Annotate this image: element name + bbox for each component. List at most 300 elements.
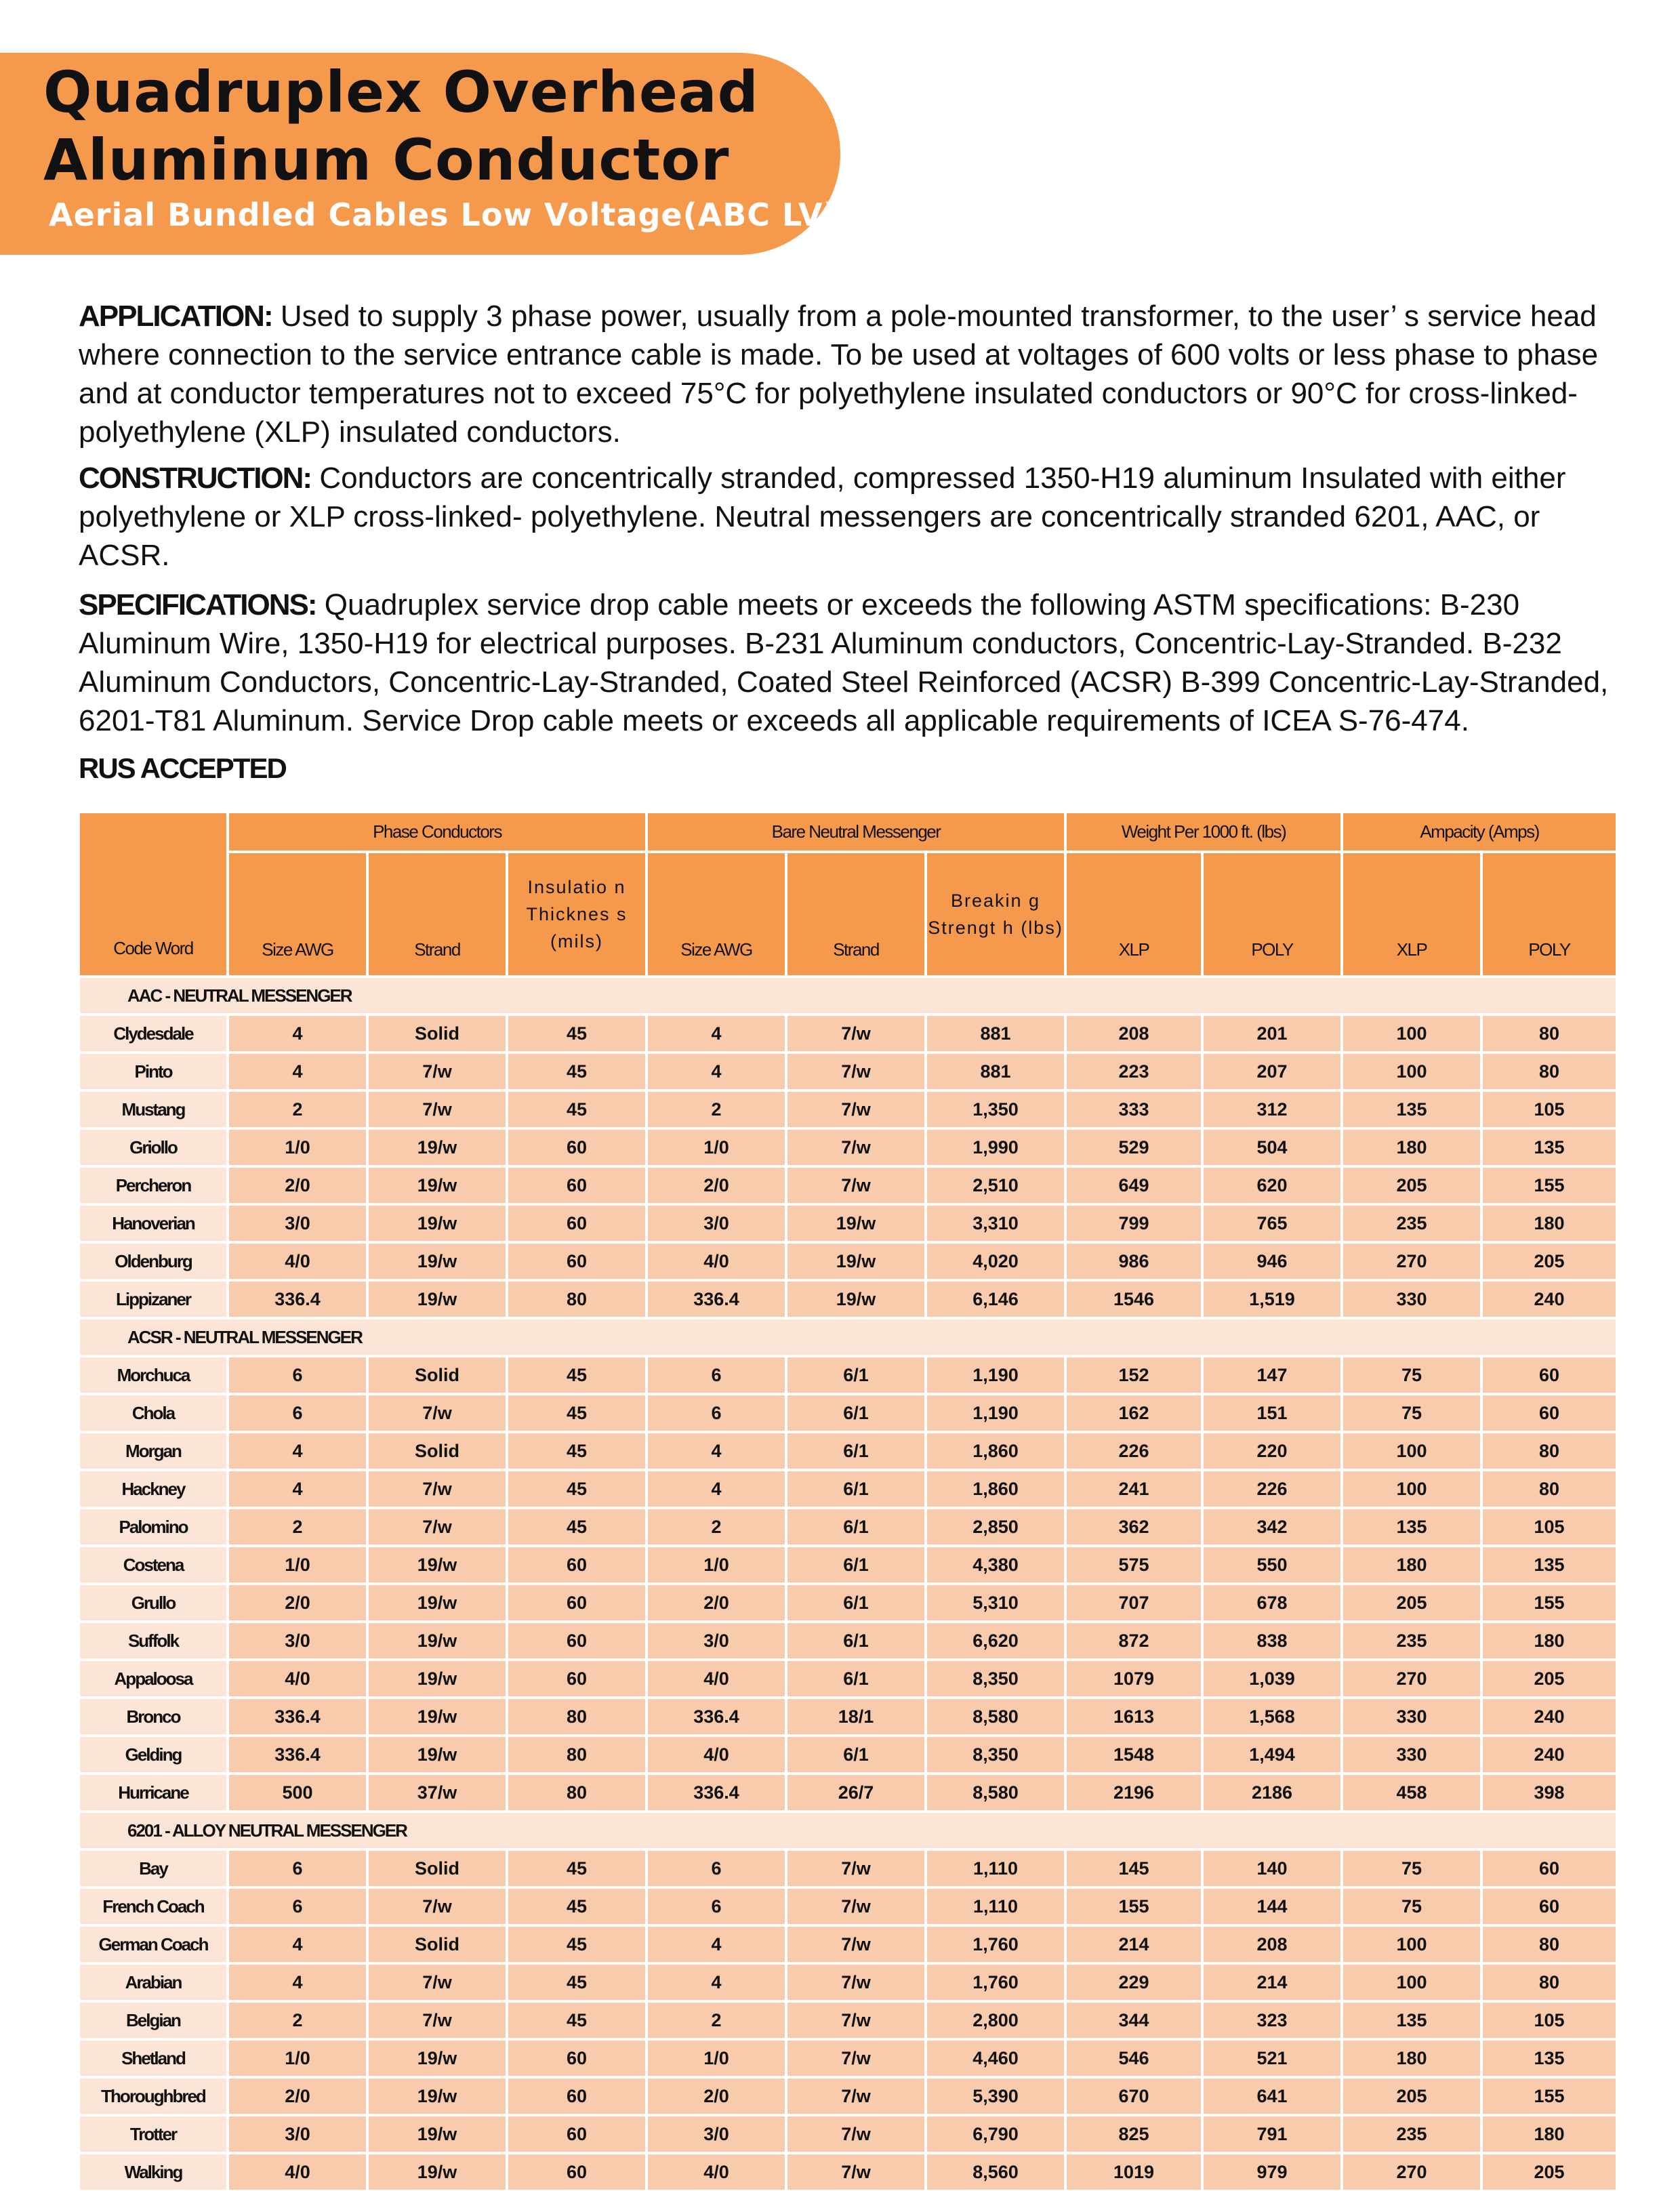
table-cell: 6 <box>228 1356 367 1394</box>
table-row <box>79 1849 1617 1887</box>
section-row <box>79 1811 1617 1849</box>
table-row <box>79 1015 1617 1052</box>
table-row <box>79 2153 1617 2191</box>
table-cell: 620 <box>1202 1166 1342 1204</box>
table-cell: 60 <box>507 2153 647 2191</box>
table-cell: 3,310 <box>926 1204 1065 1242</box>
table-cell: 1,190 <box>926 1356 1065 1394</box>
table-cell: 7/w <box>786 1849 926 1887</box>
table-cell: 7/w <box>367 1394 507 1432</box>
table-cell: 19/w <box>786 1280 926 1318</box>
table-cell: 208 <box>1202 1925 1342 1963</box>
table-cell: 2186 <box>1202 1774 1342 1811</box>
table-row <box>79 1963 1617 2001</box>
table-cell: 19/w <box>367 1660 507 1698</box>
page-subtitle: Aerial Bundled Cables Low Voltage(ABC LV) <box>49 197 838 233</box>
code-word-cell: Bronco <box>79 1698 228 1736</box>
table-cell: 205 <box>1342 2077 1481 2115</box>
table-cell: 60 <box>507 2115 647 2153</box>
table-cell: 6 <box>228 1394 367 1432</box>
table-cell: 2/0 <box>228 1166 367 1204</box>
table-cell: 75 <box>1342 1887 1481 1925</box>
table-cell: 765 <box>1202 1204 1342 1242</box>
code-word-cell: Clydesdale <box>79 1015 228 1052</box>
table-cell: 60 <box>507 1660 647 1698</box>
table-cell: 6 <box>228 1849 367 1887</box>
table-cell: 19/w <box>367 1204 507 1242</box>
table-cell: 881 <box>926 1052 1065 1090</box>
table-cell: 1,494 <box>1202 1736 1342 1774</box>
table-cell: 1,760 <box>926 1925 1065 1963</box>
table-cell: 6/1 <box>786 1470 926 1508</box>
code-word-cell: Costena <box>79 1546 228 1584</box>
table-cell: 4 <box>647 1925 786 1963</box>
code-word-cell: Oldenburg <box>79 1242 228 1280</box>
table-cell: 336.4 <box>228 1280 367 1318</box>
table-cell: 2196 <box>1065 1774 1202 1811</box>
table-cell: 270 <box>1342 1660 1481 1698</box>
table-cell: 649 <box>1065 1166 1202 1204</box>
code-word-cell: Walking <box>79 2153 228 2191</box>
table-cell: 3/0 <box>647 2115 786 2153</box>
table-cell: 7/w <box>367 1090 507 1128</box>
table-cell: 75 <box>1342 1394 1481 1432</box>
table-cell: 60 <box>1481 1356 1617 1394</box>
table-cell: 398 <box>1481 1774 1617 1811</box>
code-word-cell: Thoroughbred <box>79 2077 228 2115</box>
table-cell: 362 <box>1065 1508 1202 1546</box>
table-cell: 19/w <box>367 1242 507 1280</box>
code-word-cell: German Coach <box>79 1925 228 1963</box>
table-cell: 60 <box>507 1546 647 1584</box>
table-cell: 2 <box>228 1090 367 1128</box>
table-cell: 60 <box>507 2077 647 2115</box>
table-cell: 60 <box>1481 1849 1617 1887</box>
code-word-cell: French Coach <box>79 1887 228 1925</box>
table-cell: 504 <box>1202 1128 1342 1166</box>
table-cell: 235 <box>1342 2115 1481 2153</box>
table-row <box>79 1356 1617 1394</box>
table-cell: 220 <box>1202 1432 1342 1470</box>
table-cell: 6,790 <box>926 2115 1065 2153</box>
table-cell: 7/w <box>786 2115 926 2153</box>
table-cell: 45 <box>507 1052 647 1090</box>
construction-text: Conductors are concentrically stranded, compressed 1350-H19 aluminum Insulated with either polyethylene or XLP cross-linked- polyethylene. Neutral messengers are concentrically stranded 6201, AAC, or ACSR. <box>79 462 1566 572</box>
table-cell: 60 <box>1481 1394 1617 1432</box>
table-cell: 1/0 <box>228 2039 367 2077</box>
table-cell: 641 <box>1202 2077 1342 2115</box>
table-cell: 45 <box>507 1849 647 1887</box>
table-cell: 207 <box>1202 1052 1342 1090</box>
table-cell: 6 <box>228 1887 367 1925</box>
table-cell: 1,039 <box>1202 1660 1342 1698</box>
table-cell: 6/1 <box>786 1546 926 1584</box>
table-cell: 6/1 <box>786 1584 926 1622</box>
table-row <box>79 1698 1617 1736</box>
table-cell: 336.4 <box>647 1774 786 1811</box>
table-cell: 4 <box>647 1470 786 1508</box>
table-row <box>79 1736 1617 1774</box>
table-cell: 6 <box>647 1394 786 1432</box>
table-cell: 151 <box>1202 1394 1342 1432</box>
code-word-cell: Morgan <box>79 1432 228 1470</box>
group-neutral-messenger: Bare Neutral Messenger <box>647 812 1065 852</box>
table-cell: 4 <box>228 1052 367 1090</box>
table-cell: 4/0 <box>647 2153 786 2191</box>
table-cell: 60 <box>507 2039 647 2077</box>
table-cell: 7/w <box>786 2001 926 2039</box>
table-cell: 80 <box>1481 1470 1617 1508</box>
table-cell: 140 <box>1202 1849 1342 1887</box>
table-cell: 60 <box>507 1204 647 1242</box>
table-cell: 7/w <box>367 1963 507 2001</box>
table-cell: 45 <box>507 1015 647 1052</box>
table-cell: 986 <box>1065 1242 1202 1280</box>
table-cell: 6/1 <box>786 1508 926 1546</box>
table-cell: 45 <box>507 1963 647 2001</box>
page-title <box>43 58 759 194</box>
table-cell: 3/0 <box>647 1622 786 1660</box>
table-cell: 100 <box>1342 1432 1481 1470</box>
table-cell: 8,580 <box>926 1774 1065 1811</box>
table-cell: 4/0 <box>228 1660 367 1698</box>
construction-label: CONSTRUCTION: <box>79 462 312 495</box>
table-cell: 8,580 <box>926 1698 1065 1736</box>
table-cell: 60 <box>507 1622 647 1660</box>
table-cell: 791 <box>1202 2115 1342 2153</box>
table-cell: 6/1 <box>786 1736 926 1774</box>
table-cell: 155 <box>1481 2077 1617 2115</box>
table-cell: 7/w <box>367 1508 507 1546</box>
table-cell: 330 <box>1342 1698 1481 1736</box>
table-cell: 1,568 <box>1202 1698 1342 1736</box>
table-cell: 333 <box>1065 1090 1202 1128</box>
table-cell: 979 <box>1202 2153 1342 2191</box>
table-cell: 80 <box>1481 1432 1617 1470</box>
table-cell: 2 <box>647 1090 786 1128</box>
table-cell: 100 <box>1342 1925 1481 1963</box>
table-cell: 323 <box>1202 2001 1342 2039</box>
table-cell: 226 <box>1065 1432 1202 1470</box>
group-weight: Weight Per 1000 ft. (lbs) <box>1065 812 1342 852</box>
table-cell: 2,510 <box>926 1166 1065 1204</box>
table-cell: 19/w <box>367 1546 507 1584</box>
table-cell: 60 <box>507 1242 647 1280</box>
table-cell: 330 <box>1342 1736 1481 1774</box>
col-insulation-thickness: Insulatio n Thicknes s (mils) <box>507 852 647 977</box>
table-cell: 240 <box>1481 1736 1617 1774</box>
table-cell: 1,860 <box>926 1470 1065 1508</box>
table-cell: 135 <box>1342 1090 1481 1128</box>
table-cell: 6,146 <box>926 1280 1065 1318</box>
table-cell: 75 <box>1342 1849 1481 1887</box>
table-cell: 45 <box>507 1090 647 1128</box>
code-word-cell: Morchuca <box>79 1356 228 1394</box>
code-word-cell: Bay <box>79 1849 228 1887</box>
table-cell: 60 <box>507 1584 647 1622</box>
table-cell: 872 <box>1065 1622 1202 1660</box>
table-cell: 7/w <box>786 1128 926 1166</box>
table-cell: 336.4 <box>228 1736 367 1774</box>
table-cell: 2/0 <box>647 2077 786 2115</box>
title-line-2: Aluminum Conductor <box>43 127 730 193</box>
table-cell: 529 <box>1065 1128 1202 1166</box>
table-cell: 4,460 <box>926 2039 1065 2077</box>
table-row <box>79 1052 1617 1090</box>
table-cell: 838 <box>1202 1622 1342 1660</box>
table-cell: 2/0 <box>647 1166 786 1204</box>
table-cell: 4,380 <box>926 1546 1065 1584</box>
table-row <box>79 1660 1617 1698</box>
table-cell: 135 <box>1481 2039 1617 2077</box>
table-cell: 1/0 <box>647 1128 786 1166</box>
table-cell: 270 <box>1342 1242 1481 1280</box>
table-cell: 2/0 <box>647 1584 786 1622</box>
table-cell: 825 <box>1065 2115 1202 2153</box>
rus-accepted: RUS ACCEPTED <box>79 752 286 784</box>
table-cell: 4/0 <box>647 1660 786 1698</box>
table-cell: 7/w <box>786 1015 926 1052</box>
table-cell: 4/0 <box>228 2153 367 2191</box>
table-cell: 3/0 <box>228 1204 367 1242</box>
table-cell: 5,310 <box>926 1584 1065 1622</box>
table-cell: 6/1 <box>786 1356 926 1394</box>
code-word-cell: Arabian <box>79 1963 228 2001</box>
table-cell: 19/w <box>367 2077 507 2115</box>
table-cell: 100 <box>1342 1963 1481 2001</box>
table-cell: 4 <box>647 1052 786 1090</box>
col-breaking-strength: Breakin g Strengt h (lbs) <box>926 852 1065 977</box>
table-cell: 7/w <box>786 1090 926 1128</box>
table-cell: 45 <box>507 1887 647 1925</box>
table-cell: 2,850 <box>926 1508 1065 1546</box>
code-word-cell: Trotter <box>79 2115 228 2153</box>
table-cell: 235 <box>1342 1622 1481 1660</box>
section-title: AAC - NEUTRAL MESSENGER <box>79 977 1617 1015</box>
table-cell: 458 <box>1342 1774 1481 1811</box>
table-cell: 223 <box>1065 1052 1202 1090</box>
table-cell: Solid <box>367 1925 507 1963</box>
code-word-cell: Chola <box>79 1394 228 1432</box>
table-cell: 6/1 <box>786 1432 926 1470</box>
table-cell: 1/0 <box>647 1546 786 1584</box>
table-cell: 45 <box>507 2001 647 2039</box>
table-cell: 1,110 <box>926 1887 1065 1925</box>
table-row <box>79 1242 1617 1280</box>
table-cell: 6/1 <box>786 1622 926 1660</box>
table-cell: 4 <box>647 1432 786 1470</box>
table-cell: 670 <box>1065 2077 1202 2115</box>
specifications-paragraph <box>79 586 1617 740</box>
table-cell: 344 <box>1065 2001 1202 2039</box>
table-cell: 1,860 <box>926 1432 1065 1470</box>
table-cell: 4 <box>228 1432 367 1470</box>
table-cell: 80 <box>1481 1015 1617 1052</box>
table-cell: 4 <box>228 1925 367 1963</box>
table-cell: 80 <box>1481 1925 1617 1963</box>
table-cell: 3/0 <box>228 1622 367 1660</box>
col-neutral-size-awg: Size AWG <box>647 852 786 977</box>
code-word-cell: Griollo <box>79 1128 228 1166</box>
table-cell: Solid <box>367 1432 507 1470</box>
table-cell: 19/w <box>367 1584 507 1622</box>
table-cell: 45 <box>507 1470 647 1508</box>
table-row <box>79 2039 1617 2077</box>
table-cell: 201 <box>1202 1015 1342 1052</box>
table-cell: 1,990 <box>926 1128 1065 1166</box>
table-row <box>79 1774 1617 1811</box>
table-cell: 180 <box>1342 2039 1481 2077</box>
code-word-cell: Percheron <box>79 1166 228 1204</box>
table-cell: 4 <box>647 1963 786 2001</box>
table-cell: 45 <box>507 1508 647 1546</box>
table-cell: 7/w <box>786 1963 926 2001</box>
table-cell: 205 <box>1481 2153 1617 2191</box>
construction-paragraph <box>79 459 1617 575</box>
table-cell: 1548 <box>1065 1736 1202 1774</box>
table-cell: 7/w <box>367 1887 507 1925</box>
table-cell: 6 <box>647 1356 786 1394</box>
table-cell: 45 <box>507 1394 647 1432</box>
section-row <box>79 1318 1617 1356</box>
application-text: Used to supply 3 phase power, usually from a pole-mounted transformer, to the user’ s service head where connection to the service entrance cable is made. To be used at voltages of 600 volts or less phase to phase and at conductor temperatures not to exceed 75°C for polyethylene insulated conductors or 90°C for cross-linked-polyethylene (XLP) insulated conductors. <box>79 300 1599 449</box>
table-cell: 80 <box>507 1280 647 1318</box>
table-cell: 1,350 <box>926 1090 1065 1128</box>
table-cell: 241 <box>1065 1470 1202 1508</box>
table-cell: 180 <box>1342 1546 1481 1584</box>
table-row <box>79 1166 1617 1204</box>
table-cell: 6 <box>647 1887 786 1925</box>
table-cell: 4/0 <box>647 1242 786 1280</box>
table-cell: 8,560 <box>926 2153 1065 2191</box>
table-cell: 6 <box>647 1849 786 1887</box>
table-cell: 45 <box>507 1356 647 1394</box>
table-cell: 799 <box>1065 1204 1202 1242</box>
table-cell: 240 <box>1481 1280 1617 1318</box>
table-cell: 7/w <box>367 1052 507 1090</box>
col-code-word: Code Word <box>79 812 228 977</box>
table-row <box>79 1280 1617 1318</box>
table-cell: 19/w <box>367 1736 507 1774</box>
table-cell: 330 <box>1342 1280 1481 1318</box>
table-row <box>79 1887 1617 1925</box>
table-cell: 1/0 <box>228 1128 367 1166</box>
col-strand: Strand <box>367 852 507 977</box>
table-cell: 2 <box>228 1508 367 1546</box>
table-row <box>79 1394 1617 1432</box>
table-row <box>79 1204 1617 1242</box>
table-cell: 3/0 <box>647 1204 786 1242</box>
code-word-cell: Hackney <box>79 1470 228 1508</box>
section-row <box>79 977 1617 1015</box>
table-cell: 4 <box>228 1470 367 1508</box>
table-cell: 144 <box>1202 1887 1342 1925</box>
table-cell: 3/0 <box>228 2115 367 2153</box>
table-cell: 19/w <box>367 1698 507 1736</box>
table-cell: 214 <box>1202 1963 1342 2001</box>
table-cell: Solid <box>367 1849 507 1887</box>
table-cell: 336.4 <box>647 1698 786 1736</box>
table-cell: 2 <box>647 1508 786 1546</box>
code-word-cell: Gelding <box>79 1736 228 1774</box>
application-paragraph <box>79 297 1617 451</box>
table-cell: 4/0 <box>228 1242 367 1280</box>
table-cell: 45 <box>507 1925 647 1963</box>
table-cell: 152 <box>1065 1356 1202 1394</box>
table-cell: 180 <box>1342 1128 1481 1166</box>
table-cell: 135 <box>1481 1546 1617 1584</box>
table-row <box>79 1128 1617 1166</box>
col-size-awg: Size AWG <box>228 852 367 977</box>
table-cell: 575 <box>1065 1546 1202 1584</box>
table-row <box>79 1508 1617 1546</box>
table-cell: 546 <box>1065 2039 1202 2077</box>
col-neutral-strand: Strand <box>786 852 926 977</box>
table-cell: 881 <box>926 1015 1065 1052</box>
table-cell: 19/w <box>786 1204 926 1242</box>
table-cell: 342 <box>1202 1508 1342 1546</box>
table-row <box>79 1090 1617 1128</box>
table-cell: Solid <box>367 1015 507 1052</box>
table-cell: 7/w <box>367 1470 507 1508</box>
table-row <box>79 1546 1617 1584</box>
table-body <box>79 977 1617 2191</box>
table-cell: 6/1 <box>786 1394 926 1432</box>
table-cell: 205 <box>1481 1660 1617 1698</box>
table-cell: 2/0 <box>228 1584 367 1622</box>
table-cell: 7/w <box>786 1925 926 1963</box>
table-cell: 80 <box>1481 1963 1617 2001</box>
table-row <box>79 2077 1617 2115</box>
table-cell: 2,800 <box>926 2001 1065 2039</box>
title-line-1: Quadruplex Overhead <box>43 59 759 125</box>
code-word-cell: Shetland <box>79 2039 228 2077</box>
table-row <box>79 1470 1617 1508</box>
table-cell: 1,519 <box>1202 1280 1342 1318</box>
table-cell: 155 <box>1481 1584 1617 1622</box>
table-cell: 1079 <box>1065 1660 1202 1698</box>
table-cell: 135 <box>1481 1128 1617 1166</box>
table-cell: 155 <box>1065 1887 1202 1925</box>
table-cell: 1613 <box>1065 1698 1202 1736</box>
table-cell: 7/w <box>786 2077 926 2115</box>
col-weight-xlp: XLP <box>1065 852 1202 977</box>
table-cell: 147 <box>1202 1356 1342 1394</box>
table-cell: 4/0 <box>647 1736 786 1774</box>
code-word-cell: Belgian <box>79 2001 228 2039</box>
table-cell: 4,020 <box>926 1242 1065 1280</box>
col-ampacity-xlp: XLP <box>1342 852 1481 977</box>
table-cell: 1,760 <box>926 1963 1065 2001</box>
table-row <box>79 2001 1617 2039</box>
table-cell: 336.4 <box>647 1280 786 1318</box>
table-row <box>79 1925 1617 1963</box>
table-cell: 19/w <box>367 2153 507 2191</box>
table-cell: 155 <box>1481 1166 1617 1204</box>
code-word-cell: Lippizaner <box>79 1280 228 1318</box>
group-ampacity: Ampacity (Amps) <box>1342 812 1617 852</box>
table-cell: 145 <box>1065 1849 1202 1887</box>
application-label: APPLICATION: <box>79 300 272 333</box>
table-cell: 80 <box>507 1698 647 1736</box>
table-cell: 240 <box>1481 1698 1617 1736</box>
code-word-cell: Hanoverian <box>79 1204 228 1242</box>
table-cell: 4 <box>228 1015 367 1052</box>
table-cell: 80 <box>1481 1052 1617 1090</box>
table-cell: 7/w <box>786 1887 926 1925</box>
code-word-cell: Appaloosa <box>79 1660 228 1698</box>
code-word-cell: Suffolk <box>79 1622 228 1660</box>
